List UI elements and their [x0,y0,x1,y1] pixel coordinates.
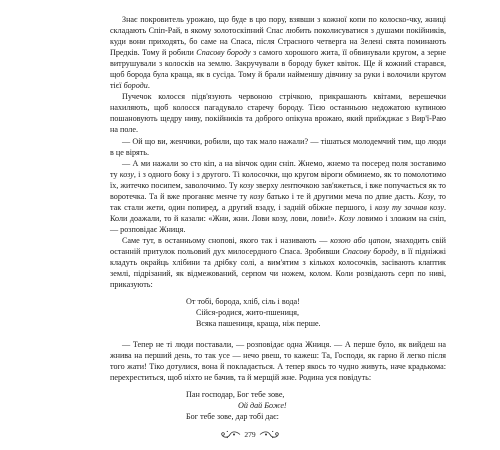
left-ornament-icon [219,430,241,439]
italic-phrase: Козу [339,213,355,223]
paragraph [110,158,446,235]
italic-phrase: козу [119,169,134,179]
text-run: Знає покровитель урожаю, що буде в цю пору, взявши з кожної копи по колоско-чку, жниці складають Спіп-Рай, в якому золотоскіпний Спас любить поколисуватися з душами покійників, куди вони приходять, бо саме на Спаса, після Страсного четверга на Зелені свята поминають Предків. Тому й робили [110,15,446,58]
verse-block-2 [186,389,446,422]
paragraph [110,91,446,135]
paragraph [110,14,446,91]
text-run: з самого хорошого жита, її обвинували кругом, а зерне витрушували з колосків на землю. Закручували в бороду букет квіток. Ще й кожний старався, щоб борода була краща, як в сусіда. Тому й брали найменшу дівчину за руки і волочили кругом тієї [110,48,446,91]
italic-phrase: козу [239,180,254,190]
italic-phrase: Спасову бороду [196,48,251,58]
italic-phrase: бороди [123,81,148,91]
verse-line: Всяка пашениця, краща, ніж перше. [196,319,321,329]
text-run: батько і те й другими меча по дпие дасть. [264,191,419,201]
paragraph-group-2 [110,339,446,383]
text-run: , знаходить свій останній притулок польовий дух милосердного Спаса. Зробивши [110,235,446,256]
paragraph-group-1 [110,14,446,290]
text-run: . [147,81,150,91]
italic-phrase: зачнав козу [404,202,444,212]
paragraph [110,136,446,158]
page-footer [0,430,500,439]
text-run: ловимо і зложим на сніп, — розповідає Жниця. [110,213,447,234]
italic-phrase: козою або цапом [330,235,390,245]
text-run: Пучечок колосся підв'язують червоною стрічкою, прикрашають квітами, верешечки нахиляють, щоб колосся пагадувало старечу бороду. Тією останньою недожатою купиною пошановують щедру ниву, покійників та доброго опікуна врожаю, який приїжджає з Вир'ї-Раю на поле. [110,92,446,135]
text-run: , в її підніжжі кладуть окрайць хлібини та дрібку солі, а вим'ятим з кількох колосочків, засівають клаптик землі, підрізаний, як відмежований, серпом чи ножем, колом. Коли розвідають серп по ниві, приказують: [110,246,446,290]
italic-phrase: ту [392,202,402,212]
text-run: зверху лентючкою зав'яжеться, і вже попучається як то воротечка. Та й вже проганяє менче ту [110,180,446,201]
text-run: — Ой що ви, женчики, робили, що так мало нажали? — тішаться молодемчий тим, що люди в це вірять. [110,136,446,157]
italic-phrase: козу [374,202,390,212]
body-text [110,14,446,422]
right-ornament-icon [259,430,281,439]
paragraph [110,235,446,290]
verse-block-1 [186,296,446,329]
verse-line: Сійся-родися, жито-пшениця, [196,308,300,318]
italic-phrase: Спасову бороду [342,246,397,256]
paragraph [110,339,446,383]
text-run: , і з одного боку і з другого. Ті колосочки, що кругом віроги обминемо, як то помолотимо їх, житечко посипем, заволочимо. Ту [110,169,447,190]
verse-line: От тобі, борода, хліб, сіль і вода! [186,297,300,307]
verse-line: Бог тебе зове, дар тобі дає: [186,411,279,421]
italic-phrase: козу [249,191,265,201]
verse-refrain: Ой дай Боже! [238,400,287,410]
italic-phrase: Козу [418,191,434,201]
text-run: — А ми нажали зо сто кіп, а на вінчок один сніп. Жнемо, жнемо та посеред поля зоставимо ту [110,158,446,179]
text-run: . Коли доажали, то й казали: «Жни, жни. Лови козу, лови, лови!». [110,202,447,223]
text-run: , то так стали жети, один попиред, а другий взаду, і задній обіжне першого, і [110,191,446,212]
text-run: Саме тут, в останньому снопові, якого так і називають — [122,235,331,245]
page-number: 279 [244,430,256,439]
text-run: — Тепер не ті люди поставали, — розповідає одна Жниця. — А перше було, як вийдеш на жнива на перший день, то так усе — нечо рвеш, то кажеш: Та, Господи, як гарно й легко після того жати! Тіко дотулися, вона й покладається. А тепер якось то чудно живуть, наче крадькома: перехреститься, щоб ніхто не бачив, та й мерщій жне. Родина уся повідуть: [110,340,446,383]
verse-line: Пан господар, Бог тебе зове, [186,389,285,399]
